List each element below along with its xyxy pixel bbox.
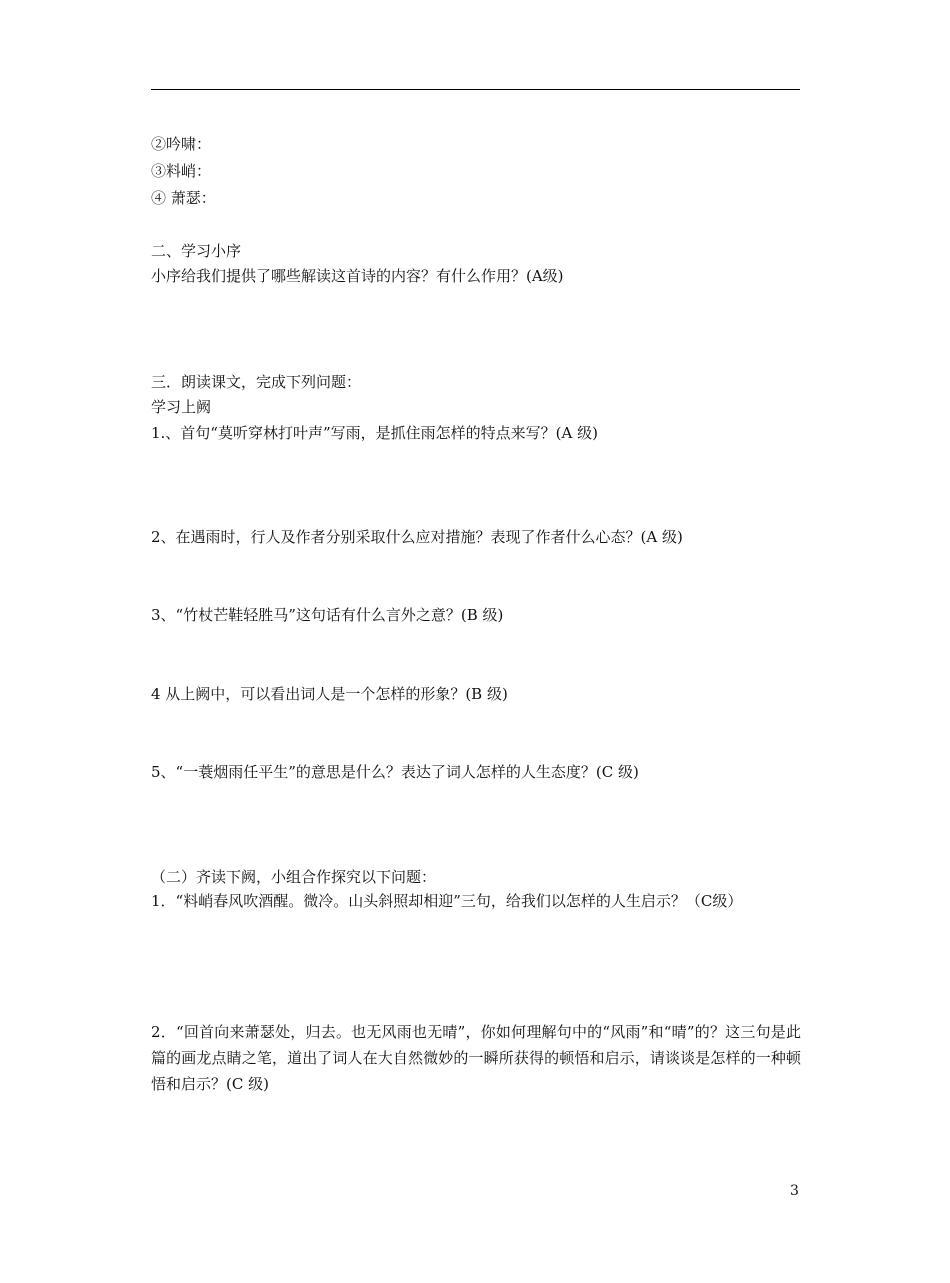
vocab-item-3: ③料峭： xyxy=(151,162,212,180)
question-1: 1.、首句“莫听穿林打叶声”写雨，是抓住雨怎样的特点来写？(A 级) xyxy=(151,424,598,442)
section-2-heading: 二、学习小序 xyxy=(151,242,242,260)
question-4: 4 从上阙中，可以看出词人是一个怎样的形象？(B 级) xyxy=(151,685,508,703)
page-number: 3 xyxy=(790,1183,799,1199)
section-3-heading: 三．朗读课文，完成下列问题： xyxy=(151,373,362,391)
part-2-question-2: 2．“回首向来萧瑟处，归去。也无风雨也无晴”，你如何理解句中的“风雨”和“晴”的？这三句是此篇的画龙点睛之笔，道出了词人在大自然微妙的一瞬所获得的顿悟和启示，请谈谈是怎样的一种顿悟和启示？(C 级) xyxy=(151,1023,801,1093)
section-3-sub-heading: 学习上阙 xyxy=(151,398,212,416)
question-2: 2、在遇雨时，行人及作者分别采取什么应对措施？表现了作者什么心态？(A 级) xyxy=(151,528,683,546)
question-5: 5、“一蓑烟雨任平生”的意思是什么？表达了词人怎样的人生态度？(C 级) xyxy=(151,763,639,781)
part-2-question-1: 1．“料峭春风吹酒醒。微冷。山头斜照却相迎”三句，给我们以怎样的人生启示？（C级） xyxy=(151,892,743,910)
part-2-heading: （二）齐读下阙，小组合作探究以下问题： xyxy=(151,868,437,886)
section-2-question: 小序给我们提供了哪些解读这首诗的内容？有什么作用？(A级) xyxy=(151,267,564,285)
vocab-item-2: ②吟啸： xyxy=(151,135,212,153)
header-rule xyxy=(151,89,800,90)
question-3: 3、“竹杖芒鞋轻胜马”这句话有什么言外之意？(B 级) xyxy=(151,606,504,624)
vocab-item-4: ④ 萧瑟： xyxy=(151,189,216,207)
